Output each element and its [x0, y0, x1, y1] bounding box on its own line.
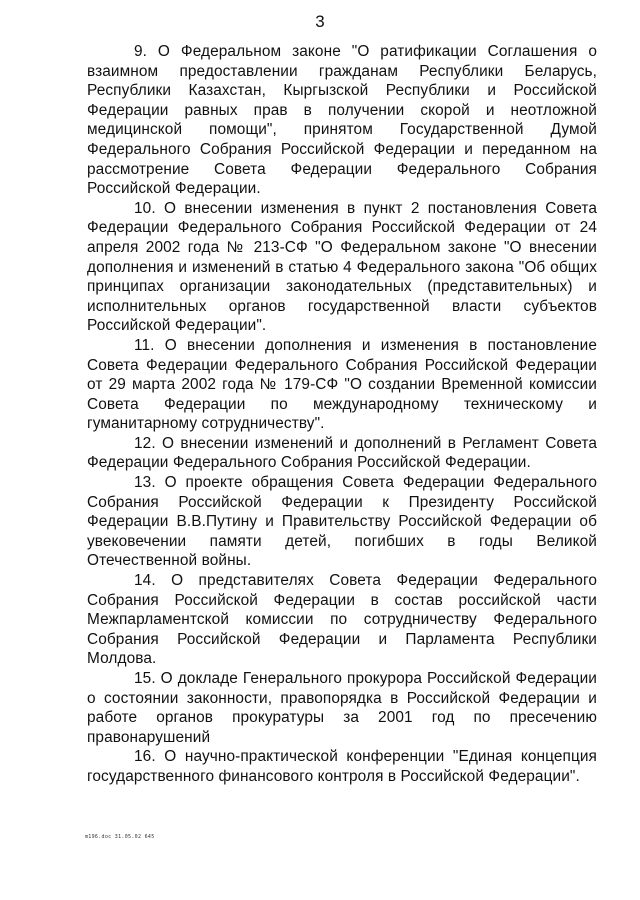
page-number: 3: [315, 12, 325, 31]
file-reference: m196.doc 31.05.02 645: [85, 834, 155, 840]
agenda-item-14: 14. О представителях Совета Федерации Федерального Собрания Российской Федерации в состав российской части Межпарламентской комиссии по сотрудничеству Федерального Собрания Российской Федерации и Парламента Республики Молдова.: [87, 572, 597, 668]
agenda-item-10: 10. О внесении изменения в пункт 2 постановления Совета Федерации Федерального Собрания Российской Федерации от 24 апреля 2002 года № 213-СФ "О Федеральном законе "О внесении дополнения и изменений в статью 4 Федерального закона "Об общих принципах организации законодательных (представительных) и исполнительных органов государственной власти субъектов Российской Федерации".: [87, 199, 597, 335]
agenda-item-16: 16. О научно-практической конференции "Единая концепция государственного финансового контроля в Российской Федерации".: [87, 748, 597, 785]
agenda-item-13: 13. О проекте обращения Совета Федерации Федерального Собрания Российской Федерации к Президенту Российской Федерации В.В.Путину и Правительству Российской Федерации об увековечении памяти детей, погибших в годы Великой Отечественной войны.: [87, 474, 597, 570]
agenda-item-15: 15. О докладе Генерального прокурора Российской Федерации о состоянии законности, правопорядка в Российской Федерации и работе органов прокуратуры за 2001 год по пресечению правонарушений: [87, 670, 597, 746]
agenda-item-9: 9. О Федеральном законе "О ратификации Соглашения о взаимном предоставлении гражданам Республики Беларусь, Республики Казахстан, Кыргызской Республики и Российской Федерации равных прав в получении скорой и неотложной медицинской помощи", принятом Государственной Думой Федерального Собрания Российской Федерации и переданном на рассмотрение Совета Федерации Федерального Собрания Российской Федерации.: [87, 43, 597, 198]
agenda-list: [87, 42, 597, 787]
agenda-item-11: 11. О внесении дополнения и изменения в постановление Совета Федерации Федерального Собрания Российской Федерации от 29 марта 2002 года № 179-СФ "О создании Временной комиссии Совета Федерации по международному техническому и гуманитарному сотрудничеству".: [87, 336, 597, 433]
agenda-item-12: 12. О внесении изменений и дополнений в Регламент Совета Федерации Федерального Собрания Российской Федерации.: [87, 434, 597, 472]
